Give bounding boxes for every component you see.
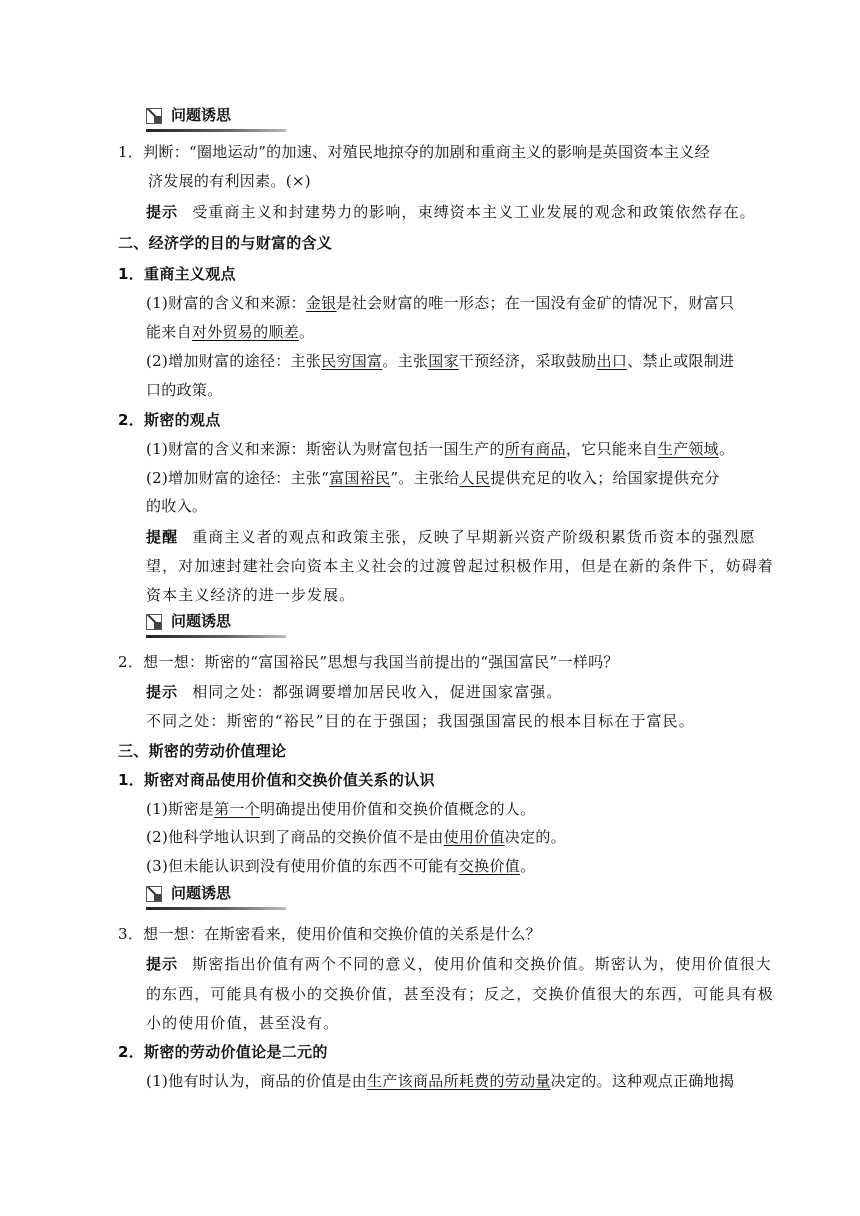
underlined-answer: 出口 [596, 352, 628, 370]
mercantilism-title: 1．重商主义观点 [118, 265, 236, 283]
underlined-answer: 所有商品 [504, 440, 566, 458]
part-3-section-2-title: 2．斯密的劳动价值论是二元的 [118, 1043, 328, 1061]
question-1-line-1: 1．判断：“圈地运动”的加速、对殖民地掠夺的加剧和重商主义的影响是英国资本主义经 [118, 143, 710, 161]
underlined-answer: 金银 [305, 294, 337, 312]
question-2-hint: 提示 相同之处：都强调要增加居民收入，促进国家富强。 [146, 683, 563, 701]
question-3-hint-line-2: 的东西，可能具有极小的交换价值，甚至没有；反之，交换价值很大的东西，可能具有极 [146, 985, 774, 1003]
smith-p2-line-2: 的收入。 [146, 497, 208, 515]
underlined-answer: 交换价值 [458, 857, 521, 875]
heading-underline-bar [146, 635, 286, 638]
section-heading-question-prompt [146, 610, 296, 640]
mercantilism-p1-line-2: 能来自对外贸易的顺差。 [146, 323, 315, 341]
part-3-section-2-p1: (1)他有时认为，商品的价值是由生产该商品所耗费的劳动量决定的。这种观点正确地揭 [146, 1072, 735, 1090]
reminder-line-2: 望，对加速封建社会向资本主义社会的过渡曾起过积极作用，但是在新的条件下，妨碍着 [146, 557, 774, 575]
part-3-p2: (2)他科学地认识到了商品的交换价值不是由使用价值决定的。 [146, 828, 566, 846]
question-3-hint-line-3: 小的使用价值，甚至没有。 [146, 1014, 340, 1032]
reminder-label: 提醒 [146, 528, 179, 546]
part-3-title: 三、斯密的劳动价值理论 [118, 742, 287, 760]
smith-p2-line-1: (2)增加财富的途径：主张“富国裕民”。主张给人民提供充足的收入；给国家提供充分 [146, 469, 720, 487]
mercantilism-p1-line-1: (1)财富的含义和来源：金银是社会财富的唯一形态；在一国没有金矿的情况下，财富只 [146, 294, 735, 312]
smith-view-title: 2．斯密的观点 [118, 411, 221, 429]
underlined-answer: 国家 [428, 352, 459, 370]
hint-label: 提示 [146, 955, 179, 973]
section-heading-text: 问题诱思 [171, 884, 232, 902]
hint-label: 提示 [146, 203, 179, 221]
part-3-p1: (1)斯密是第一个明确提出使用价值和交换价值概念的人。 [146, 800, 536, 818]
underlined-answer: 生产该商品所耗费的劳动量 [367, 1072, 551, 1090]
underlined-answer: 生产领域 [657, 440, 719, 458]
mercantilism-p2-line-1: (2)增加财富的途径：主张民穷国富。主张国家干预经济，采取鼓励出口、禁止或限制进 [146, 352, 735, 370]
hint-text: 受重商主义和封建势力的影响，束缚资本主义工业发展的观念和政策依然存在。 [192, 203, 756, 221]
underlined-answer: 民穷国富 [321, 352, 383, 370]
hint-label: 提示 [146, 683, 179, 701]
part-2-title: 二、经济学的目的与财富的含义 [118, 234, 333, 252]
pencil-icon [146, 108, 162, 124]
pencil-icon [146, 886, 162, 902]
pencil-icon [146, 614, 162, 630]
section-heading-text: 问题诱思 [171, 106, 232, 124]
underlined-answer: 人民 [459, 469, 491, 487]
mercantilism-p2-line-2: 口的政策。 [146, 381, 223, 399]
question-2-line-1: 2．想一想：斯密的“富国裕民”思想与我国当前提出的“强国富民”一样吗？ [118, 653, 619, 671]
reminder-line-3: 资本主义经济的进一步发展。 [146, 586, 356, 604]
section-heading-question-prompt [146, 104, 296, 134]
section-heading-text: 问题诱思 [171, 612, 232, 630]
heading-underline-bar [146, 129, 286, 132]
underlined-answer: 使用价值 [443, 828, 505, 846]
underlined-answer: 第一个 [214, 800, 260, 818]
heading-underline-bar [146, 907, 286, 910]
part-3-p3: (3)但未能认识到没有使用价值的东西不可能有交换价值。 [146, 857, 536, 875]
section-heading-question-prompt [146, 882, 296, 912]
reminder-line-1: 提醒 重商主义者的观点和政策主张，反映了早期新兴资产阶级积累货币资本的强烈愿 [146, 528, 756, 546]
underlined-answer: 对外贸易的顺差 [191, 323, 300, 341]
question-2-diff: 不同之处：斯密的“裕民”目的在于强国；我国强国富民的根本目标在于富民。 [146, 712, 695, 730]
question-3-line-1: 3．想一想：在斯密看来，使用价值和交换价值的关系是什么？ [118, 925, 541, 943]
underlined-answer: 富国裕民 [329, 469, 391, 487]
question-3-hint-line-1: 提示 斯密指出价值有两个不同的意义，使用价值和交换价值。斯密认为，使用价值很大 [146, 955, 772, 973]
smith-p1: (1)财富的含义和来源：斯密认为财富包括一国生产的所有商品，它只能来自生产领域。 [146, 440, 735, 458]
question-1-line-2: 济发展的有利因素。(×) [148, 172, 311, 190]
part-3-section-1-title: 1．斯密对商品使用价值和交换价值关系的认识 [118, 771, 435, 789]
question-1-hint [146, 201, 756, 223]
